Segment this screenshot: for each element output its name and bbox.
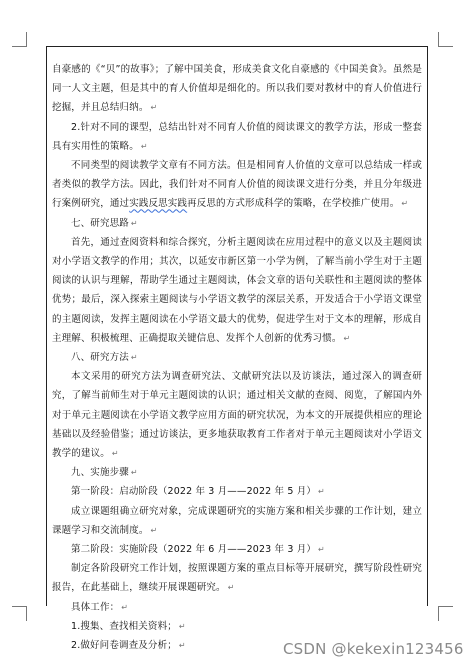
document-body[interactable] xyxy=(52,60,422,655)
list-item: 1.搜集、查找相关资料； ↵ xyxy=(71,620,186,632)
paragraph: 自豪感的《“贝”的故事》；了解中国美食，形成美食文化自豪感的《中国美食》。虽然是同一人文主题，但是其中的育人价值却是细化的。所以我们要对教材中的育人价值进行挖掘，并且总结归纳。 ↵ xyxy=(52,64,422,114)
watermark: CSDN @kekexin123456 xyxy=(283,640,464,658)
paragraph: 不同类型的阅读教学文章有不同方法。但是相同育人价值的文章可以总结成一样或者类似的教学方法。因此，我们针对不同育人价值的阅读课文进行分类，并且分年级进行案例研究，通过实践反思实践再反思的方式形成科学的策略，在学校推广使用。 ↵ xyxy=(52,160,422,210)
list-title: 具体工作： ↵ xyxy=(71,601,129,613)
stage-line: 第二阶段：实施阶段（2022 年 6 月——2023 年 3 月） ↵ xyxy=(71,544,325,556)
crop-mark-bottom-right xyxy=(438,606,453,621)
paragraph: 首先，通过查阅资料和综合探究，分析主题阅读在应用过程中的意义以及主题阅读对小学语文教学的作用；其次，以延安市新区第一小学为例，了解当前小学生对于主题阅读的认识与理解，帮助学生通过主题阅读，体会文章的语句关联性和主题阅读的整体优势；最后，深入探索主题阅读与小学语文教学的深层关系，开发适合于小学语文课堂的主题阅读，发挥主题阅读在小学语文最大的优势，促进学生对于文本的理解，形成自主理解、积极梳理、正确提取关键信息、发挥个人创新的优秀习惯。 ↵ xyxy=(52,236,422,344)
paragraph: 制定各阶段研究工作计划，按照课题方案的重点目标等开展研究，撰写阶段性研究报告，在此基础上，继续开展课题研究。 ↵ xyxy=(52,563,422,594)
section-heading: 八、研究方法 ↵ xyxy=(71,352,138,364)
paragraph: 2.针对不同的课型，总结出针对不同育人价值的阅读课文的教学方法，形成一整套具有实用性的策略。 ↵ xyxy=(52,121,422,152)
crop-mark-bottom-left xyxy=(12,606,27,621)
paragraph: 成立课题组确立研究对象，完成课题研究的实施方案和相关步骤的工作计划，建立课题学习和交流制度。 ↵ xyxy=(52,505,422,536)
list-item: 2.做好问卷调查及分析； ↵ xyxy=(71,640,186,652)
spelling-underline[interactable]: 实践反思实践 xyxy=(129,198,188,210)
crop-mark-top-left xyxy=(12,32,27,47)
section-heading: 七、研究思路 ↵ xyxy=(71,217,138,229)
crop-mark-top-right xyxy=(438,32,453,47)
stage-line: 第一阶段：启动阶段（2022 年 3 月——2022 年 5 月） ↵ xyxy=(71,486,325,498)
section-heading: 九、实施步骤 ↵ xyxy=(71,467,138,479)
paragraph: 本文采用的研究方法为调查研究法、文献研究法以及访谈法，通过深入的调查研究，了解当前师生对于单元主题阅读的认识；通过相关文献的查阅、阅览，了解国内外对于单元主题阅读在小学语文教学应用方面的研究状况，为本文的开展提供相应的理论基础以及经验借鉴；通过访谈法，更多地获取教育工作者对于单元主题阅读对小学语文教学的建议。 ↵ xyxy=(52,371,422,460)
